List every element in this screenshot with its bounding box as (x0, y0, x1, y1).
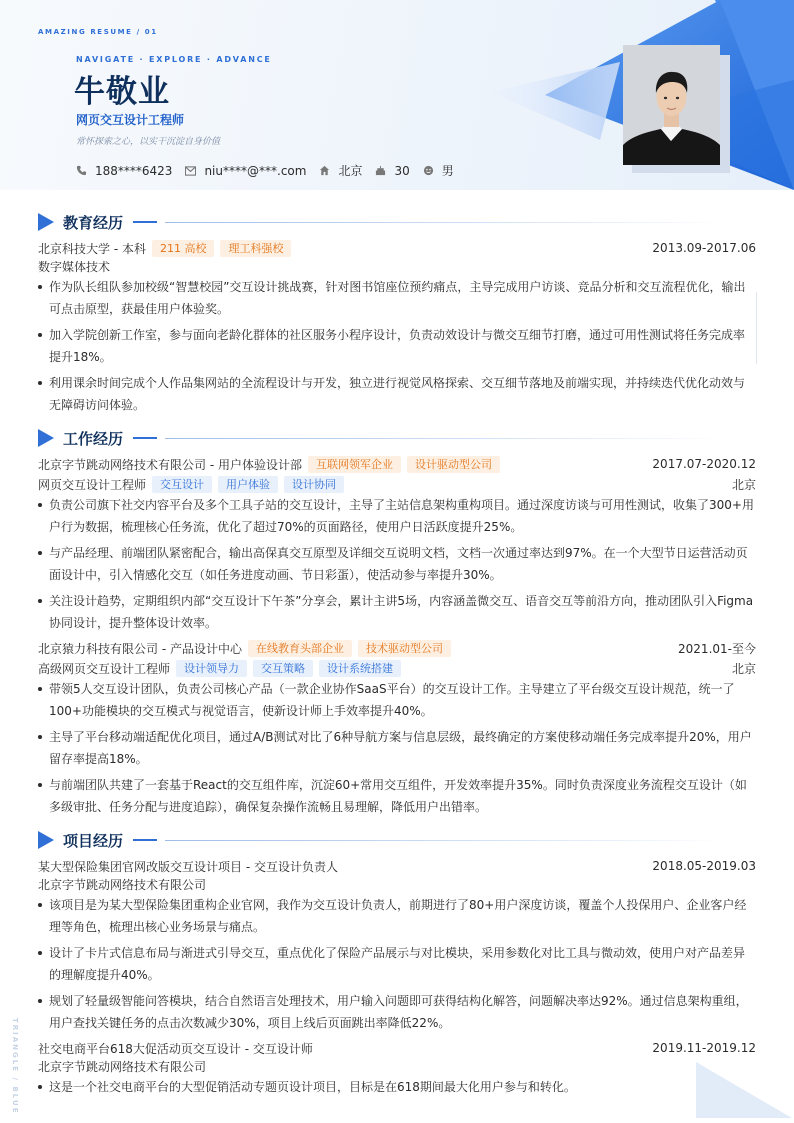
motto: 常怀探索之心，以实干沉淀自身价值 (76, 137, 221, 147)
school-tag: 理工科强校 (220, 240, 291, 257)
footer-triangle (694, 1060, 794, 1120)
list-item: 作为队长组队参加校级“智慧校园”交互设计挑战赛，针对图书馆座位预约痛点，主导完成用户访谈、竞品分析和交互流程优化，输出可点击原型，获最佳用户体验奖。 (38, 276, 756, 320)
project-bullets (38, 1076, 756, 1098)
side-label: TRIANGLE / BLUE (11, 1018, 19, 1115)
major: 数字媒体技术 (38, 260, 111, 274)
education-bullets (38, 276, 756, 416)
education-section (38, 206, 756, 416)
role-name: 网页交互设计工程师 (38, 477, 147, 492)
list-item: 与产品经理、前端团队紧密配合，输出高保真交互原型及详细交互说明文档，文档一次通过率达到97%。在一个大型节日运营活动页面设计中，引入情感化交互（如任务进度动画、节日彩蛋），使活动参与率提升30%。 (38, 542, 756, 586)
section-header-projects (38, 824, 756, 856)
section-title: 工作经历 (63, 429, 124, 448)
job-entry (38, 638, 756, 818)
job-city: 北京 (731, 477, 756, 492)
section-header-work (38, 422, 756, 454)
project-date: 2018.05-2019.03 (652, 859, 756, 873)
company-tag: 技术驱动型公司 (358, 640, 451, 657)
triangle-icon (38, 429, 54, 447)
section-header-education (38, 206, 756, 238)
role-row (38, 658, 756, 678)
contact-email (185, 164, 306, 178)
contact-gender (423, 162, 454, 179)
job-city: 北京 (731, 661, 756, 676)
city-value: 北京 (338, 164, 363, 178)
side-divider (756, 292, 757, 364)
role-tag: 交互策略 (253, 660, 313, 677)
section-divider (165, 840, 726, 841)
triangle-icon (38, 213, 54, 231)
list-item: 利用课余时间完成个人作品集网站的全流程设计与开发，独立进行视觉风格探索、交互细节落地及前端实现，并持续迭代优化动效与无障碍访问体验。 (38, 372, 756, 416)
home-icon (319, 165, 330, 176)
education-row (38, 238, 756, 258)
project-bullets (38, 894, 756, 1034)
project-org: 北京字节跳动网络技术有限公司 (38, 878, 207, 892)
job-entry (38, 454, 756, 634)
age-value: 30 (394, 163, 410, 178)
role-tag: 用户体验 (218, 476, 278, 493)
triangle-icon (38, 831, 54, 849)
section-title: 教育经历 (63, 213, 124, 232)
job-title: 网页交互设计工程师 (76, 113, 185, 127)
section-dash (133, 839, 157, 841)
role-tag: 交互设计 (152, 476, 212, 493)
contact-city (319, 162, 362, 179)
project-org: 北京字节跳动网络技术有限公司 (38, 1060, 207, 1074)
contact-age (375, 164, 409, 178)
list-item: 这是一个社交电商平台的大型促销活动专题页设计项目，目标是在618期间最大化用户参与和转化。 (38, 1076, 756, 1098)
section-divider (165, 222, 726, 223)
list-item: 带领5人交互设计团队，负责公司核心产品（一款企业协作SaaS平台）的交互设计工作。主导建立了平台级交互设计规范，统一了100+功能模块的交互模式与视觉语言，使新设计师上手效率提升40%。 (38, 678, 756, 722)
company-name: 北京猿力科技有限公司 - 产品设计中心 (38, 641, 242, 656)
contact-bar (76, 162, 467, 179)
contact-phone (76, 164, 172, 178)
phone-icon (76, 165, 87, 176)
education-date: 2013.09-2017.06 (652, 241, 756, 255)
job-date: 2021.01-至今 (678, 641, 756, 656)
list-item: 关注设计趋势，定期组织内部“交互设计下午茶”分享会，累计主讲5场，内容涵盖微交互、语音交互等前沿方向，推动团队引入Figma协同设计，提升整体设计效率。 (38, 590, 756, 634)
section-title: 项目经历 (63, 831, 124, 850)
role-tag: 设计领导力 (176, 660, 247, 677)
job-bullets (38, 678, 756, 818)
project-row (38, 856, 756, 876)
list-item: 加入学院创新工作室，参与面向老龄化群体的社区服务小程序设计，负责动效设计与微交互细节打磨，通过可用性测试将任务完成率提升18%。 (38, 324, 756, 368)
list-item: 与前端团队共建了一套基于React的交互组件库，沉淀60+常用交互组件，开发效率提升35%。同时负责深度业务流程交互设计（如多级审批、任务分配与进度追踪），确保复杂操作流畅且易理解，降低用户出错率。 (38, 774, 756, 818)
school-name: 北京科技大学 - 本科 (38, 241, 146, 256)
project-row (38, 1038, 756, 1058)
list-item: 设计了卡片式信息布局与渐进式引导交互，重点优化了保险产品展示与对比模块，采用参数化对比工具与微动效，使用户对产品差异的理解度提升40%。 (38, 942, 756, 986)
resume-tag: AMAZING RESUME / 01 (38, 28, 158, 36)
role-tag: 设计系统搭建 (319, 660, 401, 677)
list-item: 该项目是为某大型保险集团重构企业官网，我作为交互设计负责人，前期进行了80+用户深度访谈，覆盖个人投保用户、企业客户经理等角色，梳理出核心业务场景与痛点。 (38, 894, 756, 938)
school-tag: 211 高校 (152, 240, 215, 257)
project-date: 2019.11-2019.12 (652, 1041, 756, 1055)
profile-photo (623, 45, 720, 165)
section-divider (165, 438, 726, 439)
job-bullets (38, 494, 756, 634)
company-name: 北京字节跳动网络技术有限公司 - 用户体验设计部 (38, 457, 302, 472)
company-row (38, 454, 756, 474)
role-name: 高级网页交互设计工程师 (38, 661, 171, 676)
project-section (38, 824, 756, 1098)
work-section (38, 422, 756, 818)
section-dash (133, 221, 157, 223)
job-date: 2017.07-2020.12 (652, 457, 756, 471)
list-item: 负责公司旗下社交内容平台及多个工具子站的交互设计，主导了主站信息架构重构项目。通过深度访谈与可用性测试，收集了300+用户行为数据，梳理核心任务流，优化了超过70%的页面路径，使用户日活跃度提升25%。 (38, 494, 756, 538)
company-tag: 在线教育头部企业 (248, 640, 352, 657)
resume-header (0, 0, 794, 190)
company-tag: 互联网领军企业 (308, 456, 401, 473)
role-row (38, 474, 756, 494)
role-tag: 设计协同 (284, 476, 344, 493)
cake-icon (375, 165, 386, 176)
phone-value: 188****6423 (95, 163, 173, 178)
face-icon (423, 165, 434, 176)
company-row (38, 638, 756, 658)
portrait-illustration (623, 45, 720, 165)
mail-icon (185, 166, 196, 176)
project-name: 某大型保险集团官网改版交互设计项目 - 交互设计负责人 (38, 859, 338, 874)
project-name: 社交电商平台618大促活动页交互设计 - 交互设计师 (38, 1041, 313, 1056)
resume-body (38, 200, 756, 1102)
section-dash (133, 437, 157, 439)
candidate-name: 牛敬业 (74, 74, 170, 110)
list-item: 主导了平台移动端适配优化项目，通过A/B测试对比了6种导航方案与信息层级，最终确定的方案使移动端任务完成率提升20%，用户留存率提高18%。 (38, 726, 756, 770)
gender-value: 男 (441, 164, 454, 178)
project-entry (38, 856, 756, 1034)
company-tag: 设计驱动型公司 (407, 456, 500, 473)
email-value: niu****@***.com (204, 163, 307, 178)
list-item: 规划了轻量级智能问答模块，结合自然语言处理技术，用户输入问题即可获得结构化解答，问题解决率达92%。通过信息架构重组，用户查找关键任务的点击次数减少30%，项目上线后页面跳出率降低22%。 (38, 990, 756, 1034)
navigate-tag: NAVIGATE · EXPLORE · ADVANCE (76, 55, 272, 64)
project-entry (38, 1038, 756, 1098)
